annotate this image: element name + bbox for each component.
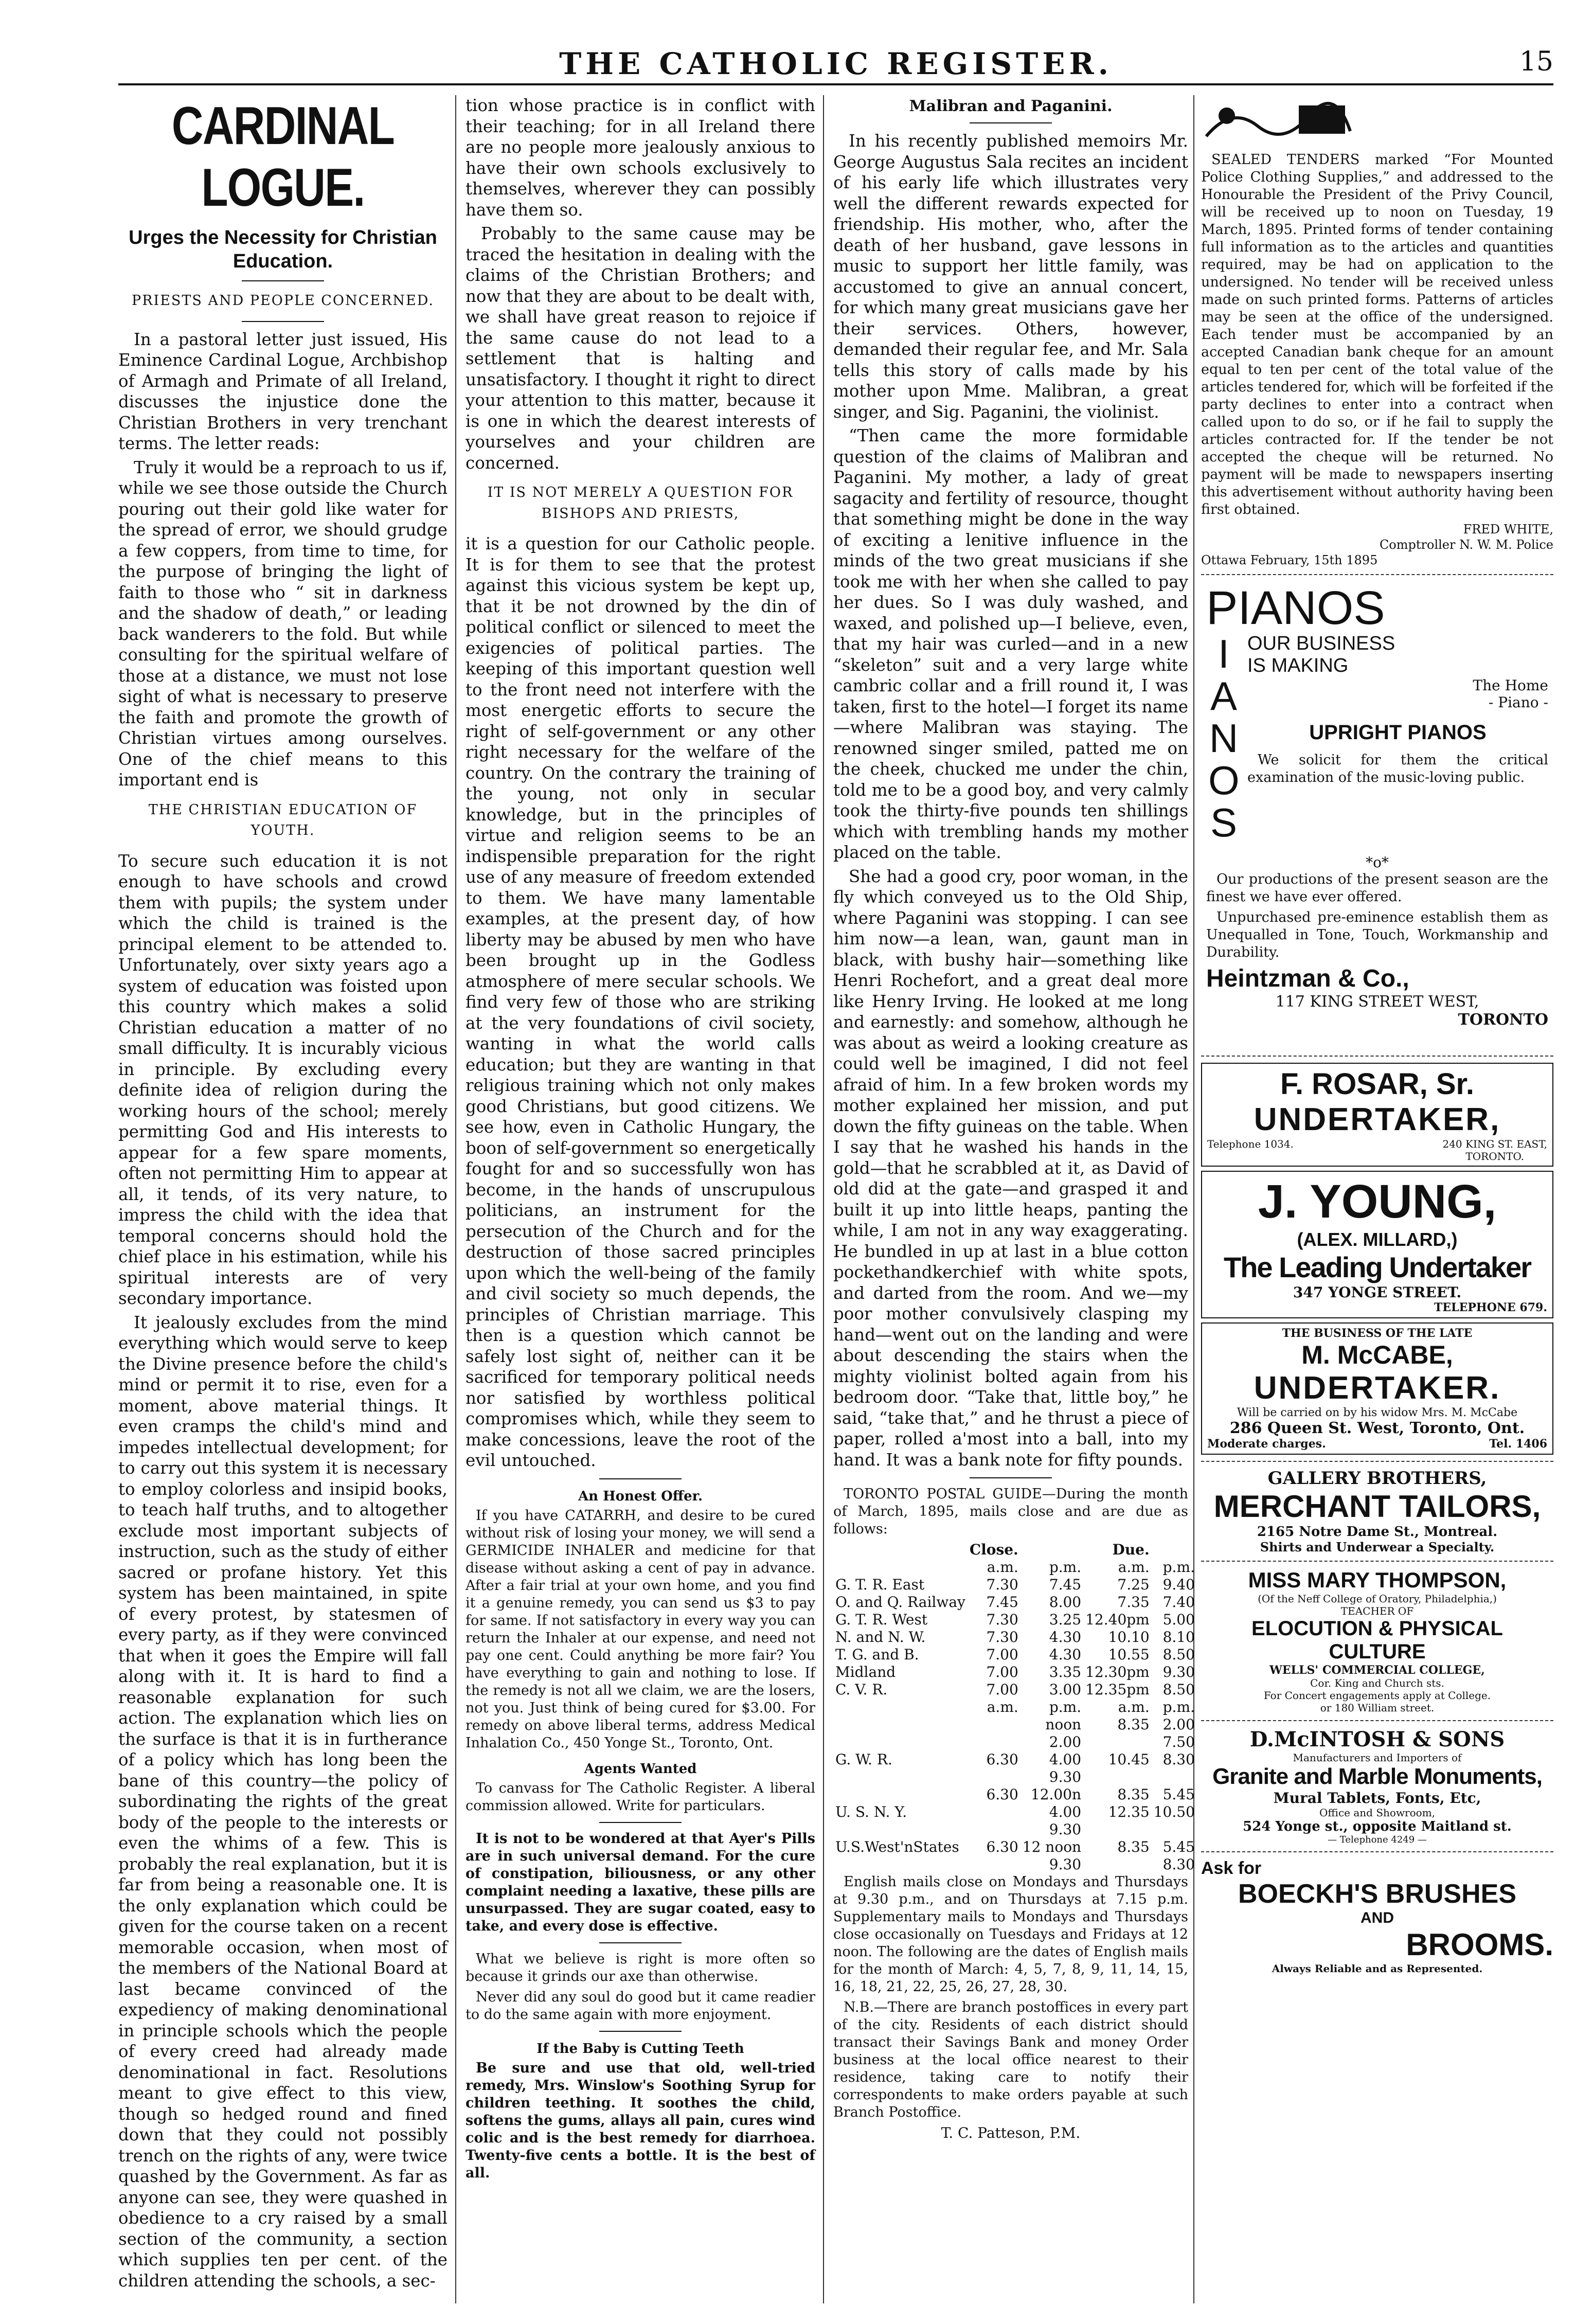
article-paragraph: She had a good cry, poor woman, in the fly which conveyed us to the Old Ship, where Paganini was stopping. I can see him now—a lean, wan, gaunt man in black, with bushy hair—something like Henri Rochefort, and a great deal more like Henry Irving. He looked at me long and earnestly: and somehow, although he was about as weird a looking creature as could well be imagined, I did not feel afraid of him. In a few broken words my mother explained her mission, and put down the fifty guineas on the table. When I say that he washed his hands in the gold—that he scrabbled at it, as David of old did at the gate—and grasped it and built it up into little heaps, panting the while, I am not in any way exaggerating. He bundled in up at last in a blue cotton pockethandkerchief with white spots, and darted from the room. And we—my poor mother convulsively clasping my hand—went out on the landing and were about descending the stairs when the mighty violinist bolted again from his bedroom door. “Take that, little boy,” he said, “take that,” and he thrust a piece of paper, rolled a'most into a ball, into my hand. It was a bank note for fifty pounds. — [833, 866, 1188, 1470]
postal-cell: 12.40pm — [1085, 1611, 1150, 1628]
postal-cell — [1083, 1733, 1152, 1751]
column-divider — [1193, 95, 1194, 2303]
mccabe-line: THE BUSINESS OF THE LATE — [1282, 1327, 1473, 1340]
mccabe-footer — [1207, 1437, 1547, 1451]
tenders-signature: FRED WHITE, — [1463, 522, 1553, 537]
tenders-date: Ottawa February, 15th 1895 — [1201, 553, 1378, 567]
postal-cell: 7.35 — [1117, 1594, 1150, 1611]
young-phone: TELEPHONE 679. — [1434, 1301, 1547, 1314]
postal-cell: U.S.West'nStates — [835, 1838, 959, 1855]
young-address: 347 YONGE STREET. — [1293, 1284, 1462, 1301]
postal-cell: 5.45 — [1162, 1786, 1195, 1803]
ad-text: It is not to be wondered at that Ayer's Pills are in such universal demand. For the cure of constipation, biliousness, or any other complaint needing a laxative, these pills are unsurpassed. They are sugar coated, easy to take, and every dose is effective. — [466, 1830, 815, 1934]
ad-heading: Agents Wanted — [584, 1761, 697, 1777]
boeckh-ask: Ask for — [1201, 1858, 1262, 1878]
postal-row — [833, 1559, 1197, 1576]
thompson-line: (Of the Neff College of Oratory, Philadelphia,) — [1258, 1593, 1497, 1605]
postal-cell: 2.00 — [1162, 1716, 1195, 1733]
postal-cell: 8.50 — [1162, 1646, 1195, 1663]
postal-cell: 10.55 — [1108, 1646, 1150, 1663]
pianos-vertical-letters — [1208, 633, 1239, 844]
postal-cell: 7.30 — [986, 1611, 1018, 1628]
ad-heading: If the Baby is Cutting Teeth — [536, 2041, 744, 2057]
mcintosh-line: Manufacturers and Importers of — [1293, 1751, 1462, 1764]
postal-cell: a.m. — [987, 1559, 1018, 1576]
postal-cell: 3.25 — [1049, 1611, 1082, 1628]
postal-row — [833, 1594, 1197, 1611]
tenders-notice: SEALED TENDERS marked “For Mounted Police Clothing Supplies,” and addressed to the Honourable the President of the Privy Council, will be received up to noon on Tuesday, 19 March, 1895. Printed forms of tender containing full information as to the articles and quantities required, may be had on application to the undersigned. No tender will be received unless made on such printed forms. Patterns of articles may be seen at the office of the undersigned. Each tender must be accompanied by an accepted Canadian bank cheque for an amount equal to ten per cent of the total value of the articles tendered for, which will be forfeited if the party declines to enter into a contract when called upon to do so, or if he fail to supply the articles contracted for. If the tender be not accepted the cheque will be returned. No payment will be made to newspapers inserting this advertisement without authority having been first obtained. — [1201, 152, 1553, 517]
column-divider — [823, 95, 824, 2303]
postal-cell: Due. — [1112, 1541, 1150, 1558]
postal-guide-intro: TORONTO POSTAL GUIDE—During the month of March, 1895, mails close and are due as follows: — [833, 1486, 1188, 1537]
postal-cell: 8.35 — [1117, 1786, 1150, 1803]
pianos-body — [1247, 633, 1548, 790]
postal-cell: 7.00 — [986, 1646, 1018, 1663]
ad-text: Never did any soul do good but it came readier to do the same again with more enjoyment. — [466, 1989, 815, 2023]
article-paragraph: tion whose practice is in conflict with their teaching; for in all Ireland there are no people more jealously anxious to have their own schools exclusively to themselves, wherever they can possibly have them so. — [466, 96, 815, 220]
postal-cell: 8.50 — [1162, 1681, 1195, 1698]
postal-cell: 7.00 — [986, 1681, 1018, 1698]
postal-cell: 10.50 — [1153, 1803, 1195, 1820]
boeckh-and: AND — [1361, 1909, 1394, 1926]
postal-row — [833, 1681, 1197, 1699]
upright-pianos: UPRIGHT PIANOS — [1309, 721, 1487, 744]
mccabe-charges: Moderate charges. — [1207, 1437, 1326, 1451]
boeckh-brooms: BROOMS. — [1406, 1927, 1553, 1962]
thompson-address: Cor. King and Church sts. — [1310, 1677, 1444, 1689]
postal-cell: 2.00 — [1049, 1733, 1082, 1750]
divider — [599, 2031, 682, 2032]
postal-row — [833, 1803, 1197, 1821]
subheadline: Urges the Necessity for Christian Education. — [129, 227, 437, 272]
thompson-line: TEACHER OF — [1340, 1605, 1414, 1617]
postal-row — [833, 1786, 1197, 1803]
divider — [1201, 1461, 1553, 1462]
postal-cell: 12.35pm — [1085, 1681, 1150, 1698]
postal-cell: p.m. — [1162, 1699, 1195, 1715]
postal-cell — [1083, 1821, 1152, 1838]
ad-heading: An Honest Offer. — [578, 1488, 703, 1504]
column-3 — [833, 95, 1195, 2303]
ad-text: What we believe is right is more often so because it grinds our axe than otherwise. — [466, 1951, 815, 1985]
postal-cell: 4.00 — [1049, 1803, 1082, 1820]
rosar-name: F. ROSAR, Sr. — [1280, 1067, 1475, 1101]
letter: N — [1209, 716, 1239, 761]
mcintosh-trade: Granite and Marble Monuments, — [1212, 1764, 1542, 1789]
postal-cell: T. G. and B. — [835, 1646, 919, 1663]
column-4 — [1201, 95, 1553, 2303]
article-paragraph: It jealously excludes from the mind everything which would serve to keep the Divine presence before the child's mind or permit it to rise, even for a moment, above material things. It even cramps the child's mind and impedes intellectual development; for to carry out this system it is necessary to employ colorless and insipid books, to teach half truths, and to altogether exclude most important subjects of instruction, such as the study of either sacred or profane history. Yet this system has been maintained, in spite of every protest, by statesmen of every party, as if they were convinced that when it goes the Empire will fall along with it. It is hard to find a reasonable explanation for such action. The explanation which lies on the surface is that it is in furtherance of a policy which has long been the bane of this country—the policy of subordinating the rights of the great body of the people to the interests or even the whims of a few. This is probably the real explanation, but it is far from being a reasonable one. It is the only explanation which could be given for the course taken on a recent memorable occasion, when most of the members of the National Board at last became convinced of the expediency of making denominational in principle schools which the people of every creed had already made denominational in fact. Resolutions meant to give effect to this view, though so hedged round and fined down that they could not possibly trench on the rights of any, were twice quashed by the Government. As far as anyone can see, they were quashed in obedience to a cry raised by a small section of the community, a section which supplies ten per cent. of the children attending the schools, a sec- — [118, 1312, 448, 2291]
postal-cell — [833, 1716, 968, 1733]
postal-row — [833, 1664, 1197, 1681]
postal-row — [833, 1733, 1197, 1751]
pianos-text: Unpurchased pre-eminence establish them as Unequalled in Tone, Touch, Workmanship and Durability. — [1206, 909, 1548, 960]
pianos-title: PIANOS — [1206, 582, 1385, 634]
rosar-footer — [1207, 1138, 1547, 1163]
heintzman-city: TORONTO — [1458, 1011, 1548, 1029]
postal-row — [833, 1838, 1197, 1856]
postal-cell: O. and Q. Railway — [835, 1594, 965, 1611]
pianos-line: IS MAKING — [1247, 655, 1349, 676]
letter: S — [1210, 800, 1238, 845]
postal-cell: 6.30 — [986, 1751, 1018, 1768]
heintzman-company: Heintzman & Co., — [1206, 965, 1409, 992]
postal-cell: 4.30 — [1049, 1646, 1082, 1663]
mcintosh-line: Office and Showroom, — [1319, 1807, 1436, 1819]
mccabe-name: M. McCABE, — [1301, 1340, 1453, 1369]
postal-cell: p.m. — [1049, 1699, 1082, 1715]
heintzman-address: 117 KING STREET WEST, — [1275, 993, 1479, 1011]
postal-cell: 10.45 — [1108, 1751, 1150, 1768]
postal-cell — [968, 1716, 1021, 1733]
rosar-city: TORONTO. — [1465, 1150, 1525, 1163]
postal-row — [833, 1751, 1197, 1768]
postal-table — [833, 1541, 1197, 1873]
postal-cell: Midland — [835, 1664, 896, 1681]
section-heading: THE CHRISTIAN EDUCATION OF YOUTH. — [148, 801, 418, 838]
postal-cell: N. and N. W. — [835, 1629, 926, 1646]
postal-cell: C. V. R. — [835, 1681, 888, 1698]
postal-cell: a.m. — [1118, 1699, 1150, 1715]
postal-cell: 9.30 — [1049, 1856, 1082, 1873]
postal-cell: 7.45 — [986, 1594, 1018, 1611]
ad-text: Be sure and use that old, well-tried remedy, Mrs. Winslow's Soothing Syrup for children teething. It soothes the child, softens the gums, allays all pain, cures wind colic and is the best remedy for diarrhoea. Twenty-five cents a bottle. It is the best of all. — [466, 2060, 815, 2181]
postal-cell: 12.35 — [1108, 1803, 1150, 1820]
postal-row — [833, 1576, 1197, 1594]
column-2 — [466, 95, 815, 2303]
stars-ornament: *o* — [1366, 854, 1389, 871]
pianos-ad — [1201, 581, 1553, 1049]
boeckh-tagline: Always Reliable and as Represented. — [1272, 1962, 1483, 1975]
postal-cell: 9.30 — [1049, 1821, 1082, 1838]
postal-cell: 12 noon — [1022, 1838, 1082, 1855]
article-paragraph: “Then came the more formidable question of the claims of Malibran and Paganini. My mother, a lady of great sagacity and fertility of resource, thought that something might be done in the way of exciting a lenitive influence in the minds of the two great musicians if she took me with her when she called to pay her dues. So I was duly washed, and waxed, and polished up—I believe, even, that my hair was curled—and in a new “skeleton” suit and a very large white cambric collar and a frill round it, I was taken, first to the hotel—I forget its name—where Malibran was staying. The renowned singer smiled, patted me on the cheek, chucked me under the chin, told me to be a good boy, and very calmly took the thirty-five pounds ten shillings which with trembling hands my mother placed on the table. — [833, 426, 1188, 862]
postal-row — [833, 1541, 1197, 1559]
thompson-ad — [1201, 1568, 1553, 1714]
masthead — [118, 46, 1553, 87]
postal-nb: N.B.—There are branch postoffices in every part of the city. Residents of each district should transact their Savings Bank and money Order business at the local office nearest to their residence, taking care to notify their correspondents to make orders payable at such Branch Postoffice. — [833, 1999, 1188, 2120]
postal-row — [833, 1611, 1197, 1629]
divider — [1201, 1851, 1553, 1852]
thompson-address: or 180 William street. — [1320, 1702, 1435, 1714]
tenders-signature-title: Comptroller N. W. M. Police — [1379, 538, 1553, 552]
postal-cell: 4.30 — [1049, 1629, 1082, 1646]
headline-cardinal-logue: CARDINAL LOGUE. — [171, 96, 395, 218]
postal-signature: T. C. Patteson, P.M. — [941, 2124, 1081, 2141]
divider — [970, 122, 1052, 123]
postal-row — [833, 1699, 1197, 1716]
divider — [242, 321, 324, 322]
mccabe-trade: UNDERTAKER. — [1254, 1370, 1501, 1406]
mcintosh-phone: — Telephone 4249 — — [1328, 1834, 1427, 1845]
pianos-lower — [1206, 854, 1548, 1029]
letter: O — [1208, 758, 1240, 803]
postal-cell: 3.00 — [1049, 1681, 1082, 1698]
postal-cell — [968, 1768, 1021, 1786]
ad-text: To canvass for The Catholic Register. A liberal commission allowed. Write for particulars. — [466, 1780, 815, 1814]
postal-cell: 8.35 — [1117, 1716, 1150, 1733]
postal-cell: 6.30 — [986, 1838, 1018, 1855]
postal-cell: 7.30 — [986, 1629, 1018, 1646]
postal-cell: 7.25 — [1117, 1576, 1150, 1593]
rosar-trade: UNDERTAKER, — [1254, 1102, 1501, 1137]
pianos-text: We solicit for them the critical examination of the music-loving public. — [1247, 752, 1548, 785]
thompson-name: MISS MARY THOMPSON, — [1248, 1568, 1507, 1592]
ad-text: If you have CATARRH, and desire to be cured without risk of losing your money, we will send a GERMICIDE INHALER and medicine for that disease without asking a cent of pay in advance. After a fair trial at your own home, and you find it a genuine remedy, you can send us $3 to pay for same. If not satisfactory in every way you can return the Inhaler at our expense, and need not pay one cent. Could anything be more fair? You have everything to gain and nothing to lose. If the remedy is not all we claim, we are the losers, not you. Just think of being cured for $3.00. For remedy on above liberal terms, address Medical Inhalation Co., 450 Yonge St., Toronto, Ont. — [466, 1507, 815, 1751]
postal-cell: 4.00 — [1049, 1751, 1082, 1768]
postal-cell — [833, 1786, 968, 1803]
postal-cell — [833, 1699, 968, 1716]
postal-cell — [833, 1733, 968, 1751]
postal-cell: a.m. — [1118, 1559, 1150, 1576]
postal-cell: 8.35 — [1117, 1838, 1150, 1855]
section-heading: IT IS NOT MERELY A QUESTION FOR BISHOPS AND PRIESTS, — [487, 485, 794, 522]
postal-row — [833, 1856, 1197, 1873]
postal-cell — [1083, 1768, 1152, 1786]
divider — [970, 1477, 1052, 1478]
postal-cell: p.m. — [1049, 1559, 1082, 1576]
postal-row — [833, 1646, 1197, 1664]
mcintosh-name: D.McINTOSH & SONS — [1249, 1727, 1505, 1751]
thompson-trade: ELOCUTION & PHYSICAL CULTURE — [1251, 1617, 1503, 1663]
postal-cell: G. T. R. West — [835, 1611, 928, 1628]
article-paragraph: In his recently published memoirs Mr. George Augustus Sala recites an incident of his early life which illustrates very well the different rewards expected for friendship. His mother, who, after the death of her husband, gave lessons in music to support her little family, was accustomed to give an annual concert, for which many great musicians gave her their services. Others, however, demanded their regular fee, and Mr. Sala tells this story of calls made by his mother upon Mme. Malibran, a great singer, and Sig. Paganini, the violinist. — [833, 131, 1188, 422]
postal-cell — [833, 1856, 968, 1873]
postal-cell: noon — [1045, 1716, 1082, 1733]
postal-cell: 10.10 — [1108, 1629, 1150, 1646]
mccabe-ad — [1201, 1322, 1553, 1455]
postal-row — [833, 1629, 1197, 1646]
article-paragraph: it is a question for our Catholic people. It is for them to see that the protest against this vicious system be kept up, that it be not drowned by the din of political conflict or silenced to meet the exigencies of political parties. The keeping of this important question well to the front need not interfere with the most energetic efforts to secure the right of self-government or any other right necessary for the welfare of the country. On the contrary the training of the young, not only in secular knowledge, but in the principles of virtue and religion seems to be an indispensible preparation for the right use of any measure of freedom extended to them. We have many lamentable examples, at the present day, of how liberty may be abused by men who have been brought up in the Godless atmosphere of mere secular schools. We find very few of those who are striking at the very foundations of civil society, wanting in what the world calls education; but they are wanting in that religious training which not only makes good Christians, but good citizens. We see how, even in Catholic Hungary, the boon of self-government so energetically fought for and so successfully won has become, in the hands of unscrupulous politicians, an instrument for the persecution of the Church and for the destruction of those sacred principles upon which the well-being of the family and civil society so much depends, the principles of Christian marriage. This then is a question which cannot be safely lost sight of, neither can it be sacrificed for temporary political needs nor satisfied by worthless political compromises which, while they seem to make concessions, leave the root of the evil untouched. — [466, 534, 815, 1470]
pianos-line: - Piano - — [1488, 694, 1548, 711]
thompson-address: For Concert engagements apply at College. — [1263, 1689, 1491, 1702]
postal-cell: 5.45 — [1162, 1838, 1195, 1855]
mccabe-line: Will be carried on by his widow Mrs. M. McCabe — [1237, 1406, 1518, 1419]
young-sub: (ALEX. MILLARD,) — [1297, 1229, 1458, 1250]
postal-cell: 3.35 — [1049, 1664, 1082, 1681]
young-name: J. YOUNG, — [1258, 1175, 1497, 1228]
postal-cell: 7.30 — [986, 1576, 1018, 1593]
rosar-address-block — [1442, 1138, 1547, 1163]
postal-cell — [1083, 1856, 1152, 1873]
masthead-rule — [118, 83, 1553, 85]
gallery-specialty: Shirts and Underwear a Specialty. — [1260, 1540, 1495, 1554]
article-paragraph: Probably to the same cause may be traced the hesitation in dealing with the claims of the Christian Brothers; and now that they are about to be dealt with, we shall have great reason to rejoice if the same cause do not lead to a settlement that is halting and unsatisfactory. I thought it right to direct your attention to this matter, because it is one in which the dearest interests of yourselves and your children are concerned. — [466, 224, 815, 473]
gallery-trade: MERCHANT TAILORS, — [1213, 1489, 1541, 1524]
postal-cell: 8.30 — [1162, 1751, 1195, 1768]
postal-cell: 8.00 — [1049, 1594, 1082, 1611]
divider — [599, 1942, 682, 1943]
gallery-name: GALLERY BROTHERS, — [1267, 1468, 1487, 1489]
mcintosh-ad — [1201, 1727, 1553, 1845]
mccabe-tel: Tel. 1406 — [1489, 1437, 1547, 1451]
newspaper-title: THE CATHOLIC REGISTER. — [559, 46, 1113, 81]
mcintosh-line: Mural Tablets, Fonts, Etc, — [1273, 1790, 1481, 1807]
section-heading: PRIESTS AND PEOPLE CONCERNED. — [132, 293, 434, 309]
postal-cell: Close. — [969, 1541, 1018, 1558]
mounted-police-illustration — [1201, 95, 1355, 144]
column-divider — [455, 95, 456, 2303]
young-trade: The Leading Undertaker — [1223, 1251, 1531, 1283]
postal-cell: 9.40 — [1162, 1576, 1195, 1593]
postal-cell — [1152, 1541, 1197, 1559]
boeckh-name: BOECKH'S BRUSHES — [1238, 1879, 1517, 1909]
postal-cell: 12.30pm — [1085, 1664, 1150, 1681]
pianos-line: OUR BUSINESS — [1247, 633, 1395, 654]
article-paragraph: In a pastoral letter just issued, His Eminence Cardinal Logue, Archbishop of Armagh and Primate of all Ireland, discusses the injustice done the Christian Brothers in very trenchant terms. The letter reads: — [118, 329, 448, 453]
postal-cell: 5.00 — [1162, 1611, 1195, 1628]
gallery-address: 2165 Notre Dame St., Montreal. — [1257, 1524, 1498, 1540]
mcintosh-address: 524 Yonge st., opposite Maitland st. — [1243, 1819, 1512, 1834]
postal-cell — [833, 1559, 968, 1576]
postal-cell — [968, 1733, 1021, 1751]
divider — [599, 1478, 682, 1479]
rosar-ad — [1201, 1063, 1553, 1167]
letter: I — [1218, 631, 1229, 676]
postal-cell: 7.50 — [1162, 1733, 1195, 1750]
young-ad — [1201, 1171, 1553, 1318]
thompson-college: WELLS' COMMERCIAL COLLEGE, — [1269, 1664, 1485, 1677]
pianos-text: Our productions of the present season are the finest we have ever offered. — [1206, 871, 1548, 905]
article-paragraph: Truly it would be a reproach to us if, while we see those outside the Church pouring out their gold like water for the spread of error, we should grudge a few coppers, from time to time, for the purpose of bringing the light of faith to those who “ sit in darkness and the shadow of death,” or leading back wanderers to the fold. But while consulting for the spiritual welfare of those at a distance, we must not lose sight of what is necessary to preserve the faith and promote the growth of Christian virtues among ourselves. One of the chief means to this important end is — [118, 457, 448, 790]
postal-cell — [968, 1821, 1021, 1838]
postal-cell: 6.30 — [986, 1786, 1018, 1803]
pianos-line: The Home — [1473, 677, 1548, 694]
postal-row — [833, 1821, 1197, 1838]
mccabe-address: 286 Queen St. West, Toronto, Ont. — [1229, 1419, 1525, 1437]
letter: A — [1210, 673, 1238, 719]
postal-cell — [833, 1541, 968, 1559]
divider — [599, 1822, 682, 1823]
postal-cell: 9.30 — [1049, 1768, 1082, 1785]
column-1 — [118, 95, 448, 2303]
postal-cell: a.m. — [987, 1699, 1018, 1715]
postal-cell: 7.40 — [1162, 1594, 1195, 1611]
page-number: 15 — [1519, 46, 1553, 77]
rosar-address: 240 KING ST. EAST, — [1442, 1138, 1547, 1150]
divider — [1201, 1720, 1553, 1721]
postal-cell: p.m. — [1162, 1559, 1195, 1576]
article-title: Malibran and Paganini. — [909, 97, 1113, 115]
divider — [1201, 574, 1553, 575]
postal-cell: G. W. R. — [835, 1751, 892, 1768]
postal-cell — [968, 1803, 1021, 1821]
postal-cell: 8.10 — [1162, 1629, 1195, 1646]
boeckh-ad — [1201, 1858, 1553, 1975]
postal-cell — [833, 1768, 968, 1786]
divider — [242, 280, 324, 281]
rosar-phone: Telephone 1034. — [1207, 1138, 1294, 1150]
postal-row — [833, 1768, 1197, 1786]
postal-cell — [1021, 1541, 1083, 1559]
gallery-ad — [1201, 1468, 1553, 1554]
postal-cell: 7.00 — [986, 1664, 1018, 1681]
postal-cell: G. T. R. East — [835, 1576, 925, 1593]
postal-cell: U. S. N. Y. — [835, 1803, 907, 1820]
postal-cell — [833, 1821, 968, 1838]
postal-cell — [968, 1856, 1021, 1873]
article-paragraph: To secure such education it is not enough to have schools and crowd them with pupils; the system under which the child is trained is the principal element to be attended to. Unfortunately, over sixty years ago a system of education was foisted upon this country which makes a solid Christian education a matter of no small difficulty. It is incurably vicious in principle. By excluding every definite idea of religion during the working hours of the school; merely permitting God and His interests to appear for a few spare moments, often not permitting Him to appear at all, it tends, of its very nature, to impress the child with the idea that temporal concerns should hold the chief place in his estimation, while his spiritual interests are of very secondary importance. — [118, 851, 448, 1308]
postal-cell: 12.00n — [1030, 1786, 1082, 1803]
postal-row — [833, 1716, 1197, 1733]
postal-cell: 8.30 — [1162, 1856, 1195, 1873]
postal-cell — [1152, 1821, 1197, 1838]
postal-cell: 7.45 — [1049, 1576, 1082, 1593]
divider — [1201, 1561, 1553, 1562]
divider — [1201, 1056, 1553, 1057]
postal-cell: 9.30 — [1162, 1664, 1195, 1681]
postal-note: English mails close on Mondays and Thursdays at 9.30 p.m., and on Thursdays at 7.15 p.m. Supplementary mails to Mondays and Thursdays close occasionally on Tuesdays and Fridays at 12 noon. The following are the dates of English mails for the month of March: 4, 5, 7, 8, 9, 11, 14, 15, 16, 18, 21, 22, 25, 26, 27, 28, 30. — [833, 1874, 1188, 1995]
postal-cell — [1152, 1768, 1197, 1786]
